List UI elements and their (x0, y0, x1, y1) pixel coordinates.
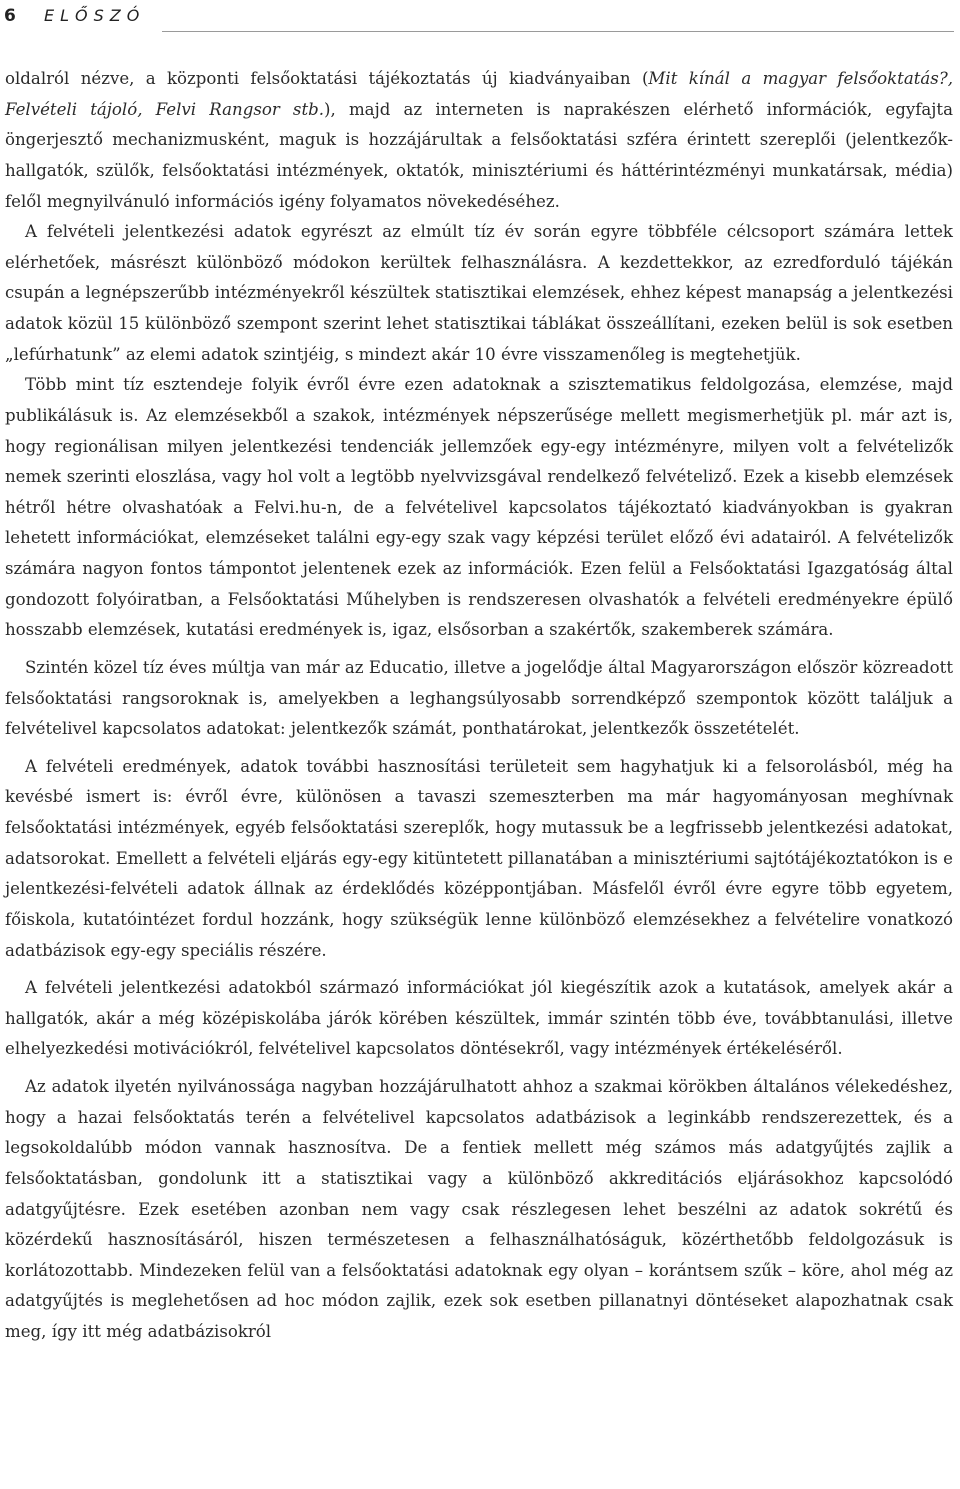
paragraph-7: Az adatok ilyetén nyilvánossága nagyban hozzájárulhatott ahhoz a szakmai körökben általános vélekedéshez, hogy a hazai felsőoktatás terén a felvételivel kapcsolatos adatbázisok a leginkább rendszerezettek, és a legsokoldalúbb módon vannak hasznosítva. De a fentiek mellett még számos más adatgyűjtés zajlik a felsőoktatásban, gondolunk itt a statisztikai vagy a különböző akkreditációs eljárásokhoz kapcsolódó adatgyűjtésre. Ezek esetében azonban nem vagy csak részlegesen lehet beszélni az adatok sokrétű és közérdekű hasznosításáról, hiszen természetesen a felhasználhatóságuk, közérthetőbb feldolgozásuk is korlátozottabb. Mindezeken felül van a felsőoktatási adatoknak egy olyan – korántsem szűk – köre, ahol még az adatgyűjtés is meglehetősen ad hoc módon zajlik, ezek sok esetben pillanatnyi döntéseket alapozhatnak csak meg, így itt még adatbázisokról (5, 1077, 953, 1341)
paragraph-5: A felvételi eredmények, adatok további hasznosítási területeit sem hagyhatjuk ki a felsorolásból, még ha kevésbé ismert is: évről évre, különösen a tavaszi szemeszterben ma már hagyományosan meghívnak felsőoktatási intézmények, egyéb felsőoktatási szereplők, hogy mutassuk be a legfrissebb jelentkezési adatokat, adatsorokat. Emellett a felvételi eljárás egy-egy kitüntetett pillanatában a minisztériumi sajtótájékoztatókon is e jelentkezési-felvételi adatok állnak az érdeklődés középpontjában. Másfelől évről évre egyre több egyetem, főiskola, kutatóintézet fordul hozzánk, hogy szükségük lenne különböző elemzésekhez a felvételire vonatkozó adatbázisok egy-egy speciális részére. (5, 756, 953, 960)
page-header (4, 6, 954, 36)
page-number: 6 (4, 6, 16, 26)
paragraph-3: Több mint tíz esztendeje folyik évről évre ezen adatoknak a szisztematikus feldolgozása, elemzése, majd publikálásuk is. Az elemzésekből a szakok, intézmények népszerűsége mellett megismerhetjük pl. már azt is, hogy regionálisan milyen jelentkezési tendenciák jellemzőek egy-egy intézményre, milyen volt a felvételizők nemek szerinti eloszlása, vagy hol volt a legtöbb nyelvvizsgával rendelkező felvételiző. Ezek a kisebb elemzések hétről hétre olvashatóak a Felvi.hu-n, de a felvételivel kapcsolatos tájékoztató kiadványokban is gyakran lehetett információkat, elemzéseket találni egy-egy szak vagy képzési terület előző évi adatairól. A felvételizők számára nagyon fontos támpontot jelentenek ezek az információk. Ezen felül a Felsőoktatási Igazgatóság által gondozott folyóiratban, a Felsőoktatási Műhelyben is rendszeresen olvashatók a felvételi eredményekre épülő hosszabb elemzések, kutatási eredmények is, igaz, elsősorban a szakértők, szakemberek számára. (5, 375, 953, 640)
paragraph-1-text-b: ), majd az interneten is naprakészen elérhető információk, egyfajta öngerjesztő mechanizmusként, maguk is hozzájárultak a felsőoktatási szféra érintett szereplői (jelentkezők-hallgatók, szülők, felsőoktatási intézmények, oktatók, minisztériumi és háttérintézményi munkatársak, média) felől megnyilvánuló információs igény folyamatos növekedéséhez. (5, 99, 953, 211)
running-head: ELŐSZÓ (44, 6, 146, 25)
header-rule (162, 31, 954, 32)
body-text (5, 64, 953, 1348)
paragraph-6: A felvételi jelentkezési adatokból származó információkat jól kiegészítik azok a kutatások, amelyek akár a hallgatók, akár a még középiskolába járók körében készültek, immár szintén több éve, továbbtanulási, illetve elhelyezkedési motivációkról, felvételivel kapcsolatos döntésekről, vagy intézmények értékeléséről. (5, 978, 953, 1059)
publication-titles: Mit kínál a magyar felsőoktatás?, Felvételi tájoló, Felvi Rangsor stb. (5, 69, 953, 119)
paragraph-4: Szintén közel tíz éves múltja van már az Educatio, illetve a jogelődje által Magyarországon először közreadott felsőoktatási rangsoroknak is, amelyekben a leghangsúlyosabb sorrendképző szempontok között találjuk a felvételivel kapcsolatos adatokat: jelentkezők számát, ponthatárokat, jelentkezők összetételét. (5, 657, 953, 739)
paragraph-1-text-a: oldalról nézve, a központi felsőoktatási tájékoztatás új kiadványaiban ( (5, 69, 649, 88)
paragraph-2: A felvételi jelentkezési adatok egyrészt az elmúlt tíz év során egyre többféle célcsoport számára lettek elérhetőek, másrészt különböző módokon kerültek felhasználásra. A kezdettekkor, az ezredforduló tájékán csupán a legnépszerűbb intézményekről készültek statisztikai elemzések, ehhez képest manapság a jelentkezési adatok közül 15 különböző szempont szerint lehet statisztikai táblákat összeállítani, ezeken belül is sok esetben „lefúrhatunk” az elemi adatok szintjéig, s mindezt akár 10 évre visszamenőleg is megtehetjük. (5, 222, 953, 364)
paragraph-1 (5, 64, 953, 217)
